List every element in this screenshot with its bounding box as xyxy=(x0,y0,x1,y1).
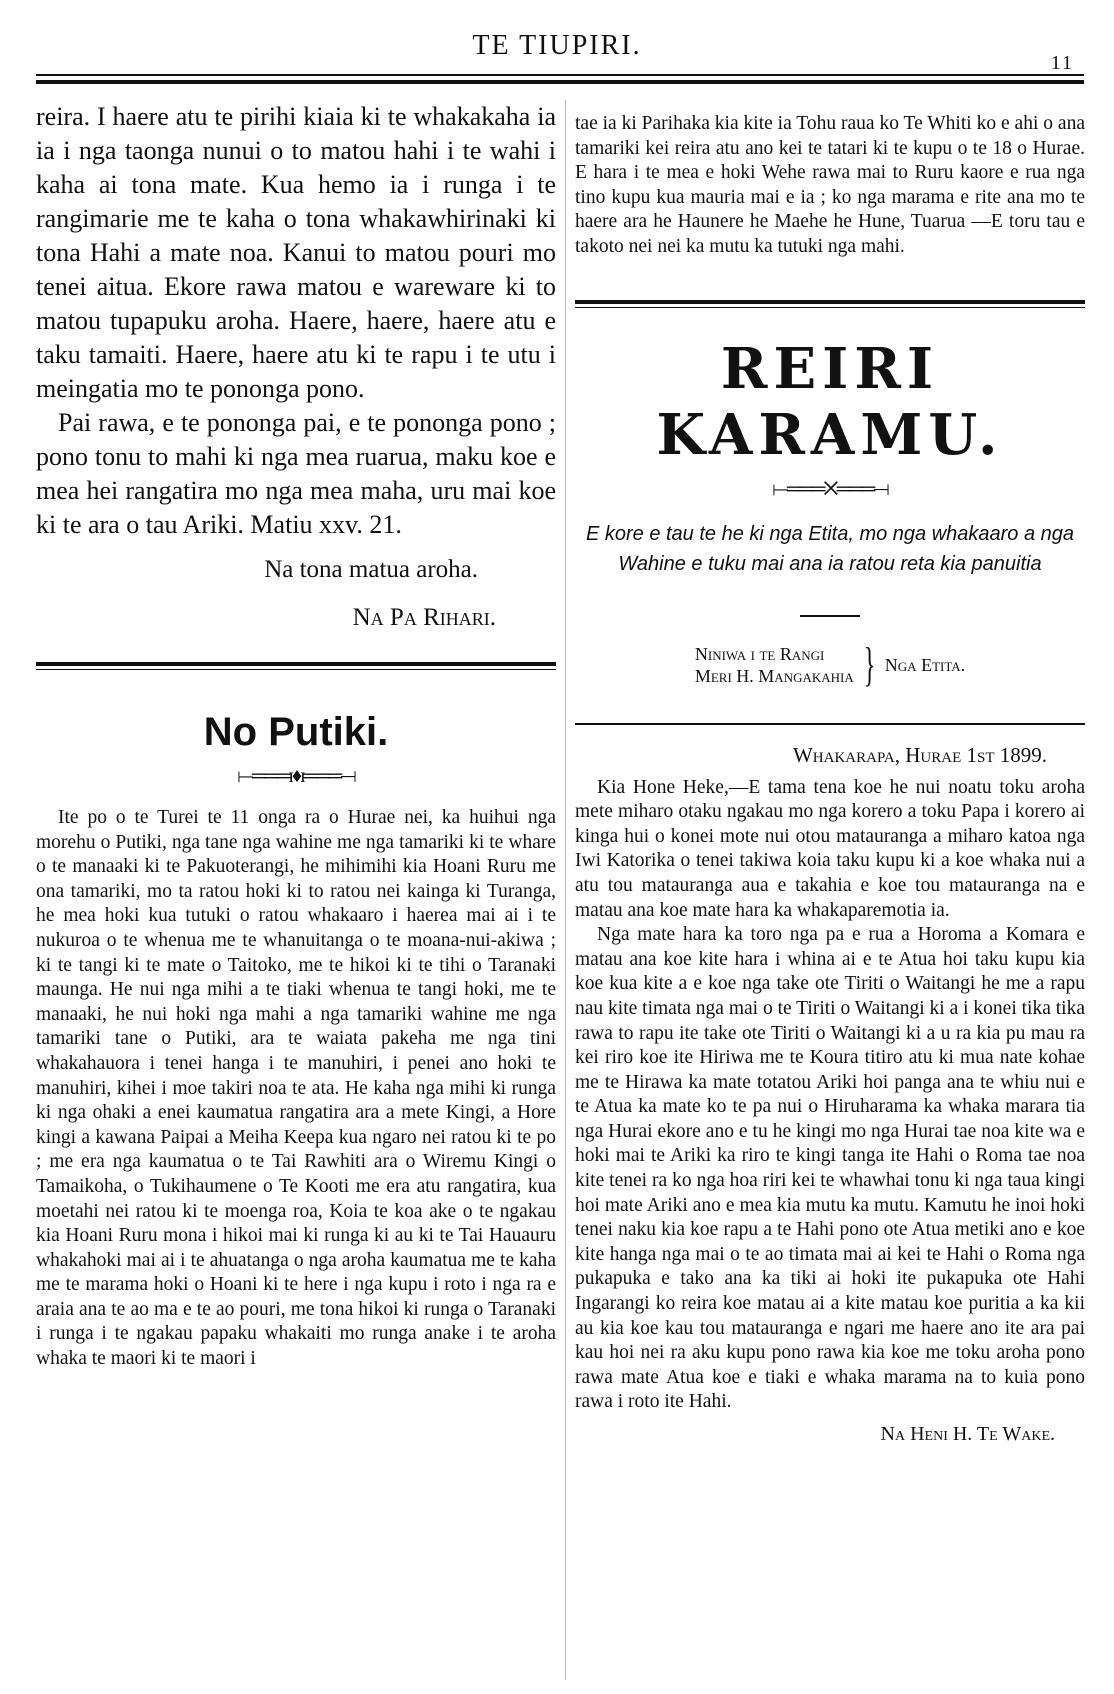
ornament-divider: ⟝═══✕═══⟞ xyxy=(772,477,888,500)
editorial-note: E kore e tau te he ki nga Etita, mo nga whakaaro a nga Wahine e tuku mai ana ia ratou reta kia panuitia xyxy=(585,522,1075,575)
header-rule xyxy=(36,74,1084,76)
obituary-paragraph: reira. I haere atu te pirihi kiaia ki te whakakaha ia ia i nga taonga nunui o to matou hahi i te wahi i kaha ai tona mate. Kua hemo ia i runga i te rangimarie me te kaha o tona whakawhirinaki ki tona Hahi a mate noa. Kanui to matou pouri mo tenei aitua. Ekore rawa matou e wareware ki to matou tupapuku aroha. Haere, haere, haere atu e taku tamaiti. Haere, haere atu ki te rapu i te utu i meingatia mo te pononga pono. xyxy=(36,102,556,403)
section-divider xyxy=(36,662,556,666)
obituary-text xyxy=(36,100,556,542)
section-divider-thin xyxy=(36,669,556,670)
right-column xyxy=(575,112,1085,1446)
editor-name: Meri H. Mangakahia xyxy=(694,665,854,686)
article-paragraph: Ite po o te Turei te 11 onga ra o Hurae nei, ka huihui nga morehu o Putiki, nga tane nga wahine me nga tamariki ki te whare o te manaaki ki te Pakuoterangi, he mihimihi kia Hoani Ruru me ona tamariki, mo ta ratou hoki ki to ratou nei kainga ki Turanga, he mea hoki kua tutuki o ratou whakaaro i haerea mai ai i te nukuroa o te whenua me te whanuitanga o te moana-nui-akiwa ; ki te tangi ki te mate o Taitoko, me te hikoi ki te tihi o Taranaki maunga. He nui nga mihi a te tiaki whenua te tangi hoki, me te manaaki, he nui hoki nga mahi a nga tamariki wahine me nga tamariki tane o Putiki, ara te waiata pakeha me nga tini whakahauora i tenei hanga i te manuhiri, i penei ano hoki te manuhiri, kihei i moe takiri noa te ata. He kaha nga mihi ki runga ki nga ohaki a enei kaumatua rangatira ara a mete Kingi, a Hore kingi a kawana Paipai a Meiha Keepa kua ngaro nei ratou ki te po ; me era nga kaumatua o te Tai Rawhiti ara o Wiremu Kingi o Tamaikoha, o Tukihaumene o Te Kooti me era atu rangatira, kua moetahi nei ratou ki te moenga roa, Koia te koa ake o te ngakau kia Hoani Ruru mona i hikoi mai ki runga ki au ki te Tai Hauauru whakahoki mai ai i te ahuatanga o nga aroha kaumatua me te kaha me te marama hoki o Hoani ki te here i nga kupu i roto i nga ra e araia ana te ao ma e te ao pouri, me tona hikoi ki runga o Taranaki i runga i te ngakau papaku whakaiti mo runga anake i te aroha whaka te maori ki te maori i xyxy=(36,807,556,1370)
section-divider xyxy=(575,300,1085,304)
editor-name: Niniwa i te Rangi xyxy=(694,643,825,664)
editors-label: Nga Etita. xyxy=(884,654,966,675)
section-title: No Putiki. xyxy=(203,710,389,754)
section-divider xyxy=(575,723,1085,725)
masthead-title: REIRI KARAMU. xyxy=(656,335,1004,468)
short-divider xyxy=(800,615,860,617)
section-divider-thin xyxy=(575,307,1085,308)
column-separator xyxy=(565,100,566,1680)
letter-dateline: Whakarapa, Hurae 1st 1899. xyxy=(792,742,1047,767)
page-header-title: TE TIUPIRI. xyxy=(472,30,642,61)
continued-paragraph: tae ia ki Parihaka kia kite ia Tohu raua ko Te Whiti ko e ahi o ana tamariki kei reira atu ano kei te tatari ki te kupu o te 18 o Hurae. E hara i te mea e hoki Wehe rawa mai to Ruru kaore e rua nga tino kupu kua mauria mai e ia ; ko nga marama e rite ana mo te haere ara he Haunere he Maehe he Hune, Tuarua —E toru tau e takoto nei nei ka mutu ka tutuki nga mahi. xyxy=(575,113,1085,257)
editors-block xyxy=(575,637,1085,691)
editor-names xyxy=(695,643,854,687)
obituary-paragraph: Pai rawa, e te pononga pai, e te pononga pono ; pono tonu to mahi ki nga mea ruarua, maku koe e mea hei rangatira mo nga mea maha, uru mai koe ki te ara o tau Ariki. Matiu xxv. 21. xyxy=(36,408,556,539)
page-number: 11 xyxy=(1050,52,1074,74)
obituary-closing: Na tona matua aroha. xyxy=(264,556,478,583)
letter-paragraph: Nga mate hara ka toro nga pa e rua a Horoma a Komara e matau ana koe kite hara i whina ai e te Atua hoi taku kupu kia koe kua kite a e koe nga take ote Tiriti o Waitangi he me a rapu nau kite timata nga mai o te Tiriti o Waitangi ki a i konei tika tika rawa to rapu ite take ote Tiriti o Waitangi ki a u ra kia pu mau ra kei riro koe ite Hiriwa me te Koura titiro atu ki mua nate kohae me te Hirawa ka mate totatou Ariki hoi panga ana te whiu nui e te Atua ka mate ko te pa nui o Hiruharama ka whaka marara tia nga Hurai ekore ano e tu he kingi mo nga Hurai tae noa kite wa e hoki mai te Ariki ka riro te kingi tanga ite Hahi o Roma tae noa kite tenei ra ko nga hoa riri kei te whawhai tonu ki nga taua kingi hoi mate Ariki ano e mea kia mutu ka mutu. Kamutu he inoi hoki tenei naku kia koe rapu a te Hahi pono ote Atua metiki ano e koe kite hanga nga mai o te ao timata mai ai kei te Hahi o Roma nga pukapuka e tako ana ka tiki ai hoki ite pukapuka ote Hahi Ingarangi ko reira koe matau ai a kite matau koe puritia a ka kii au kia koe kau tou matauranga e ngari me haere ano ite ara pai kau hoi nei ra aku kupu pono rawa kia koe me toku aroha pono rawa mate Atua koe e tiaki e whaka marama na to kuia pono rawa i roto ite Hahi. xyxy=(575,924,1085,1413)
article-text xyxy=(36,806,556,1372)
letter-signature: Na Heni H. Te Wake. xyxy=(880,1423,1055,1445)
left-column xyxy=(36,100,556,1372)
brace-glyph: } xyxy=(863,637,876,691)
obituary-signature: Na Pa Rihari. xyxy=(352,604,496,631)
letter-text xyxy=(575,776,1085,1415)
header-rule-thick xyxy=(36,80,1084,84)
continued-text xyxy=(575,112,1085,260)
letter-paragraph: Kia Hone Heke,—E tama tena koe he nui noatu toku aroha mete miharo otaku ngakau mo nga korero a toku Papa i korero ai kinga hui o konei mote nui otou matauranga a miharo katoa nga Iwi Katorika o tenei takiwa koia taku kupu ki a koe whaka nui a atu tou matauranga aua e takahia e koe tou matauranga na e matau ana koe mate hara ka whakaparemotia ia. xyxy=(575,776,1085,921)
ornament-divider: ⟝═══ɪ♦ɪ═══⟞ xyxy=(237,765,355,787)
